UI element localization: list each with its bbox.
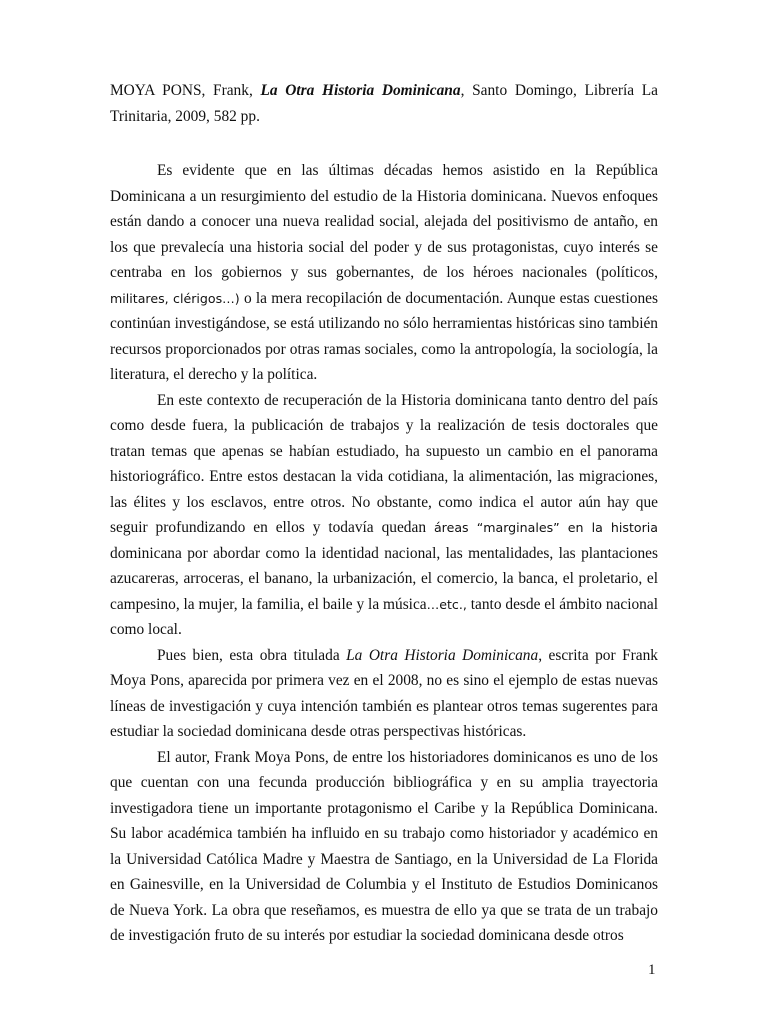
- citation-publication: , Santo Domingo, Librería La Trinitaria, 2009, 582 pp.: [110, 82, 658, 125]
- paragraph-3-book-title: La Otra Historia Dominicana: [346, 646, 539, 664]
- paragraph-3-text-b: , escrita por Frank Moya Pons, aparecida por primera vez en el 2008, no es sino el ejemplo de estas nuevas líneas de investigación y cuya intención también es plantear otros temas sugerentes para estudiar la sociedad dominicana desde otras perspectivas históricas.: [110, 646, 658, 740]
- paragraph-4: [110, 745, 658, 949]
- paragraph-1: [110, 158, 658, 388]
- document-page: [110, 78, 658, 949]
- paragraph-1-sans-phrase: militares, clérigos…): [110, 290, 240, 306]
- paragraph-1-text-b: o la mera recopilación de documentación. Aunque estas cuestiones continúan investigándose, se está utilizando no sólo herramientas históricas sino también recursos proporcionados por otras ramas sociales, como la antropología, la sociología, la literatura, el derecho y la política.: [110, 289, 658, 383]
- paragraph-1-text-a: Es evidente que en las últimas décadas hemos asistido en la República Dominicana a un resurgimiento del estudio de la Historia dominicana. Nuevos enfoques están dando a conocer una nueva realidad social, alejada del positivismo de antaño, en los que prevalecía una historia social del poder y de sus protagonistas, cuyo interés se centraba en los gobiernos y sus gobernantes, de los héroes nacionales (políticos,: [110, 162, 658, 281]
- page-number: 1: [648, 962, 656, 978]
- review-body: [110, 158, 658, 949]
- citation-author: MOYA PONS, Frank,: [110, 82, 253, 99]
- paragraph-2-text-c: tanto desde el ámbito nacional como local.: [110, 595, 658, 638]
- paragraph-2-sans-phrase-2: …etc.,: [426, 596, 467, 612]
- paragraph-4-text-a: El autor, Frank Moya Pons, de entre los historiadores dominicanos es uno de los que cuentan con una fecunda producción bibliográfica y en su amplia trayectoria investigadora tiene un importante protagonismo el Caribe y la República Dominicana. Su labor académica también ha influido en su trabajo como historiador y académico en la Universidad Católica Madre y Maestra de Santiago, en la Universidad de La Florida en Gainesville, en la Universidad de Columbia y el Instituto de Estudios Dominicanos de Nueva York. La obra que reseñamos, es muestra de ello ya que se trata de un trabajo de investigación fruto de su interés por estudiar la sociedad dominicana desde otros: [110, 748, 658, 944]
- bibliographic-citation: [110, 78, 658, 129]
- paragraph-2-sans-phrase-1: áreas “marginales” en la historia: [433, 520, 658, 535]
- paragraph-2-text-a: En este contexto de recuperación de la Historia dominicana tanto dentro del país como desde fuera, la publicación de trabajos y la realización de tesis doctorales que tratan temas que apenas se habían estudiado, ha supuesto un cambio en el panorama historiográfico. Entre estos destacan la vida cotidiana, la alimentación, las migraciones, las élites y los esclavos, entre otros. No obstante, como indica el autor aún hay que seguir profundizando en ellos y todavía quedan: [110, 391, 658, 536]
- paragraph-3-text-a: Pues bien, esta obra titulada: [157, 646, 340, 664]
- paragraph-2-text-b: dominicana por abordar como la identidad nacional, las mentalidades, las plantaciones azucareras, arroceras, el banano, la urbanización, el comercio, la banca, el proletario, el campesino, la mujer, la familia, el baile y la música: [110, 544, 658, 613]
- citation-title: La Otra Historia Dominicana: [260, 82, 461, 99]
- paragraph-2: [110, 388, 658, 643]
- paragraph-3: [110, 643, 658, 745]
